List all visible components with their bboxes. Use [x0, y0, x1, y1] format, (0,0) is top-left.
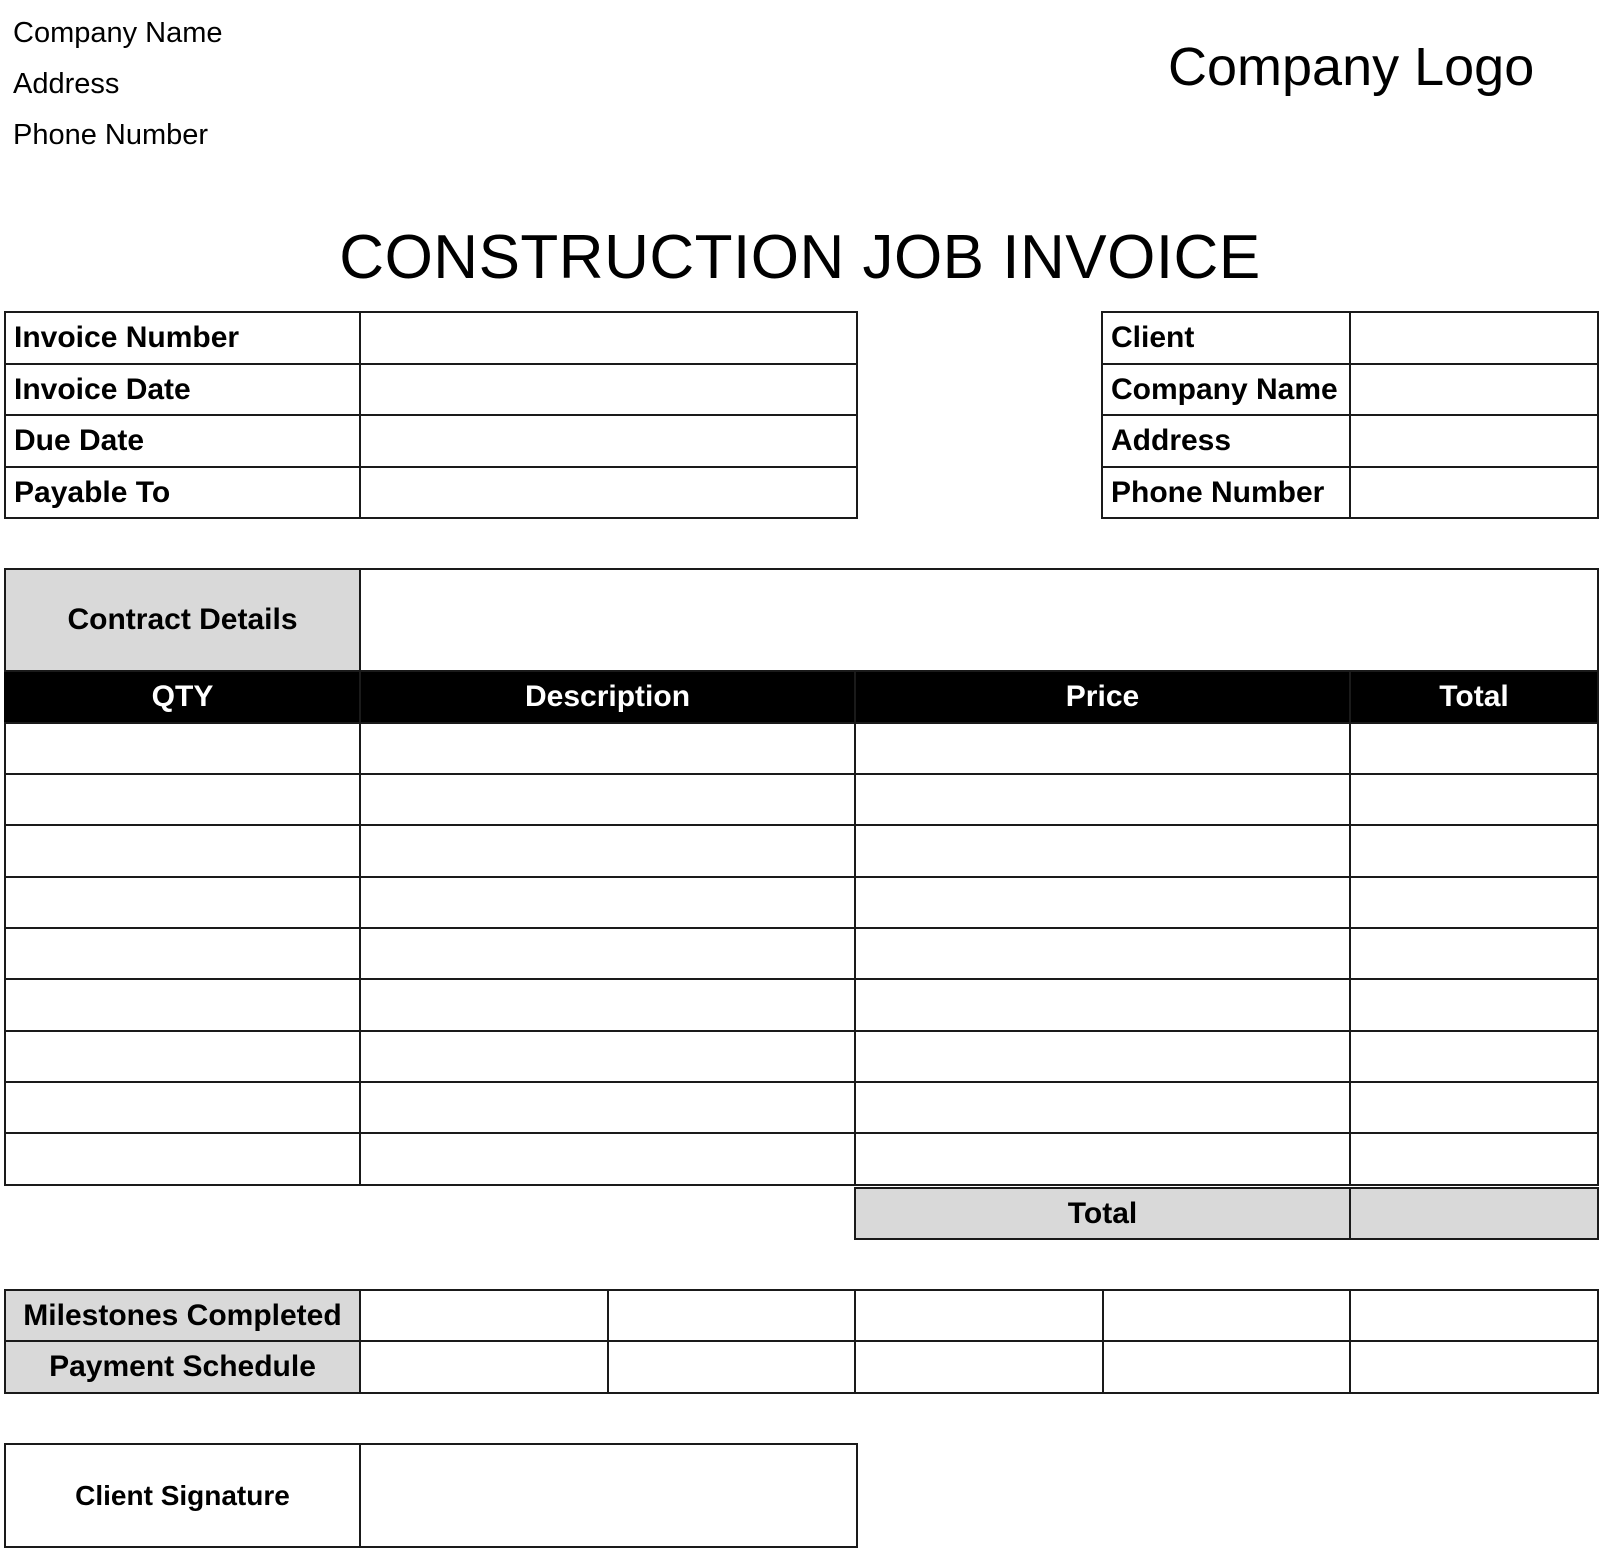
- grand-total-label: Total: [855, 1188, 1350, 1239]
- company-info: [13, 8, 223, 161]
- payable-to-label: Payable To: [5, 467, 360, 518]
- milestone-cell[interactable]: [855, 1290, 1103, 1341]
- payment-schedule-row: [5, 1341, 1598, 1393]
- client-field[interactable]: [1350, 312, 1598, 364]
- client-signature-field[interactable]: [360, 1444, 857, 1547]
- column-header-qty: QTY: [5, 671, 360, 723]
- table-row: [5, 877, 1598, 928]
- invoice-number-label: Invoice Number: [5, 312, 360, 364]
- payment-schedule-label: Payment Schedule: [5, 1341, 360, 1393]
- price-cell[interactable]: [855, 877, 1350, 928]
- company-phone: Phone Number: [13, 119, 209, 151]
- client-company-name-label: Company Name: [1102, 364, 1350, 415]
- qty-cell[interactable]: [5, 877, 360, 928]
- column-header-price: Price: [855, 671, 1350, 723]
- company-name: Company Name: [13, 17, 223, 49]
- qty-cell[interactable]: [5, 979, 360, 1031]
- invoice-date-field[interactable]: [360, 364, 857, 415]
- description-cell[interactable]: [360, 1031, 855, 1082]
- payment-cell[interactable]: [1103, 1341, 1350, 1393]
- price-cell[interactable]: [855, 825, 1350, 877]
- payment-cell[interactable]: [1350, 1341, 1598, 1393]
- payable-to-field[interactable]: [360, 467, 857, 518]
- milestones-table: [4, 1289, 1599, 1394]
- signature-table: [4, 1443, 858, 1548]
- description-cell[interactable]: [360, 825, 855, 877]
- client-company-name-field[interactable]: [1350, 364, 1598, 415]
- price-cell[interactable]: [855, 723, 1350, 774]
- client-address-label: Address: [1102, 415, 1350, 467]
- line-total-cell[interactable]: [1350, 1031, 1598, 1082]
- client-address-field[interactable]: [1350, 415, 1598, 467]
- table-row: [5, 774, 1598, 825]
- milestones-completed-label: Milestones Completed: [5, 1290, 360, 1341]
- table-row: [5, 1133, 1598, 1185]
- line-total-cell[interactable]: [1350, 723, 1598, 774]
- line-items: [5, 723, 1598, 1185]
- line-total-cell[interactable]: [1350, 825, 1598, 877]
- payment-cell[interactable]: [855, 1341, 1103, 1393]
- column-header-total: Total: [1350, 671, 1598, 723]
- table-row: [5, 979, 1598, 1031]
- description-cell[interactable]: [360, 774, 855, 825]
- qty-cell[interactable]: [5, 1031, 360, 1082]
- description-cell[interactable]: [360, 1133, 855, 1185]
- line-total-cell[interactable]: [1350, 1082, 1598, 1133]
- qty-cell[interactable]: [5, 825, 360, 877]
- price-cell[interactable]: [855, 928, 1350, 979]
- qty-cell[interactable]: [5, 774, 360, 825]
- table-row: [5, 825, 1598, 877]
- qty-cell[interactable]: [5, 928, 360, 979]
- payment-cell[interactable]: [360, 1341, 608, 1393]
- column-header-description: Description: [360, 671, 855, 723]
- description-cell[interactable]: [360, 1082, 855, 1133]
- due-date-label: Due Date: [5, 415, 360, 467]
- table-row: [5, 1082, 1598, 1133]
- payment-cell[interactable]: [608, 1341, 855, 1393]
- milestone-cell[interactable]: [1350, 1290, 1598, 1341]
- table-row: [5, 1031, 1598, 1082]
- client-phone-field[interactable]: [1350, 467, 1598, 518]
- price-cell[interactable]: [855, 1031, 1350, 1082]
- line-total-cell[interactable]: [1350, 1133, 1598, 1185]
- grand-total-value[interactable]: [1350, 1188, 1598, 1239]
- table-row: [5, 723, 1598, 774]
- description-cell[interactable]: [360, 928, 855, 979]
- description-cell[interactable]: [360, 877, 855, 928]
- client-phone-label: Phone Number: [1102, 467, 1350, 518]
- contract-details-label: Contract Details: [5, 569, 360, 671]
- qty-cell[interactable]: [5, 1082, 360, 1133]
- milestone-cell[interactable]: [1103, 1290, 1350, 1341]
- grand-total-table: [854, 1187, 1599, 1240]
- price-cell[interactable]: [855, 979, 1350, 1031]
- price-cell[interactable]: [855, 774, 1350, 825]
- price-cell[interactable]: [855, 1082, 1350, 1133]
- line-total-cell[interactable]: [1350, 877, 1598, 928]
- invoice-info-table: [4, 311, 858, 519]
- client-signature-label: Client Signature: [5, 1444, 360, 1547]
- invoice-number-field[interactable]: [360, 312, 857, 364]
- client-info-table: [1101, 311, 1599, 519]
- invoice-date-label: Invoice Date: [5, 364, 360, 415]
- page-title: CONSTRUCTION JOB INVOICE: [339, 223, 1261, 292]
- price-cell[interactable]: [855, 1133, 1350, 1185]
- due-date-field[interactable]: [360, 415, 857, 467]
- milestones-completed-row: [5, 1290, 1598, 1341]
- company-logo: Company Logo: [1168, 37, 1535, 97]
- milestone-cell[interactable]: [608, 1290, 855, 1341]
- company-address: Address: [13, 68, 120, 100]
- contract-table: [4, 568, 1599, 1186]
- line-total-cell[interactable]: [1350, 774, 1598, 825]
- contract-details-field[interactable]: [360, 569, 1598, 671]
- description-cell[interactable]: [360, 979, 855, 1031]
- table-row: [5, 928, 1598, 979]
- client-label: Client: [1102, 312, 1350, 364]
- milestone-cell[interactable]: [360, 1290, 608, 1341]
- qty-cell[interactable]: [5, 723, 360, 774]
- line-total-cell[interactable]: [1350, 928, 1598, 979]
- qty-cell[interactable]: [5, 1133, 360, 1185]
- description-cell[interactable]: [360, 723, 855, 774]
- line-total-cell[interactable]: [1350, 979, 1598, 1031]
